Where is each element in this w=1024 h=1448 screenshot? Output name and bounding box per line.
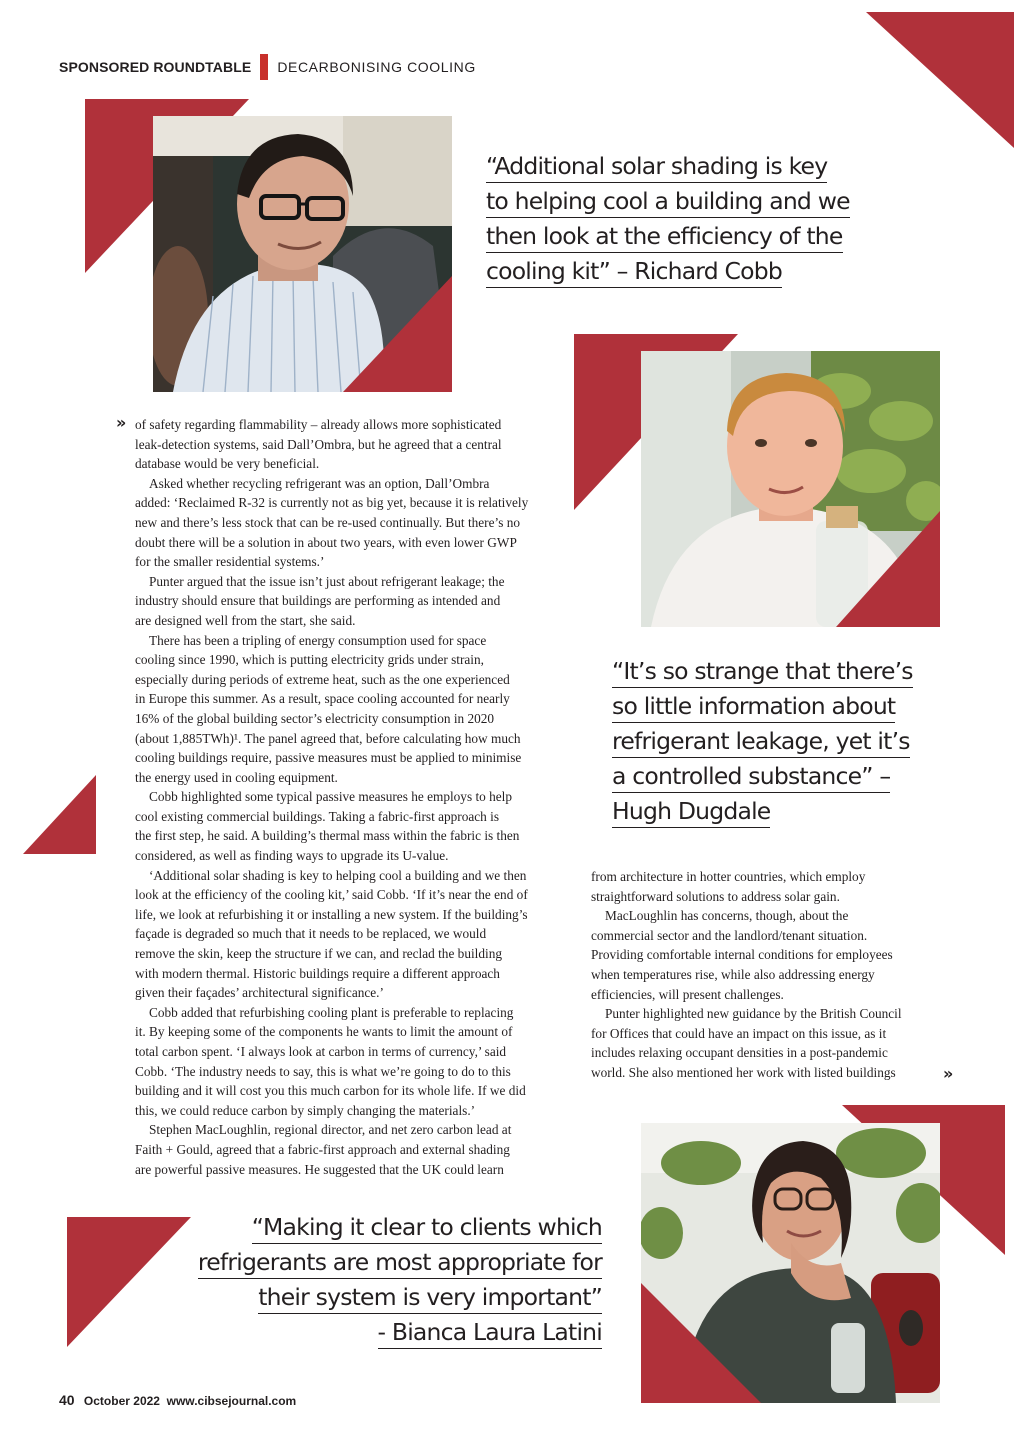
page-footer	[59, 1392, 296, 1408]
pull-quote-richard-cobb	[486, 149, 850, 289]
text-line: Cobb. ‘The industry needs to say, this is what we’re going to do to this	[135, 1063, 511, 1079]
quote-line: Hugh Dugdale	[612, 795, 770, 828]
body-paragraph	[591, 867, 951, 906]
text-line: cool existing commercial buildings. Taking a fabric-first approach is	[135, 808, 500, 824]
running-header	[59, 56, 476, 78]
quote-line: so little information about	[612, 690, 895, 723]
text-line: Asked whether recycling refrigerant was an option, Dall’Ombra	[149, 475, 490, 491]
text-line: There has been a tripling of energy consumption used for space	[149, 632, 487, 648]
body-column-right	[591, 867, 954, 1083]
text-line: building and it will cost you this much carbon for its whole life. If we did	[135, 1083, 526, 1099]
text-line: look at the efficiency of the cooling kit,’ said Cobb. ‘If it’s near the end of	[135, 887, 528, 903]
continued-from-icon: »	[116, 413, 127, 432]
quote-line: “Making it clear to clients which	[252, 1211, 602, 1244]
quote-line: “It’s so strange that there’s	[612, 655, 913, 688]
photo-bianca-laura-latini	[641, 1123, 940, 1403]
quote-line: to helping cool a building and we	[486, 185, 850, 218]
text-line: Providing comfortable internal conditions for employees	[591, 947, 893, 963]
photo-richard-cobb	[153, 116, 452, 392]
page-number: 40	[59, 1392, 75, 1408]
text-line: the first step, he said. A building’s thermal mass within the fabric is then	[135, 828, 520, 844]
text-line: MacLoughlin has concerns, though, about the	[605, 908, 849, 924]
text-line: ‘Additional solar shading is key to helping cool a building and we then	[149, 867, 527, 883]
text-line: straightforward solutions to address solar gain.	[591, 888, 840, 904]
quote-line: cooling kit” – Richard Cobb	[486, 255, 782, 288]
pull-quote-bianca-laura-latini	[198, 1210, 602, 1350]
text-line: with modern thermal. Historic buildings require a different approach	[135, 965, 500, 981]
text-line: considered, as well as finding ways to upgrade its U-value.	[135, 848, 449, 864]
section-label: SPONSORED ROUNDTABLE	[59, 59, 252, 75]
text-line: includes relaxing occupant densities in a post-pandemic	[591, 1045, 888, 1061]
corner-triangle-top-right	[866, 12, 1014, 148]
text-line: world. She also mentioned her work with listed buildings	[591, 1064, 896, 1080]
text-line: Cobb highlighted some typical passive measures he employs to help	[149, 789, 513, 805]
triangle-latini-quote-left	[67, 1217, 191, 1347]
text-line: Faith + Gould, agreed that a fabric-first approach and external shading	[135, 1141, 510, 1157]
body-column-left	[135, 415, 575, 1179]
text-line: cooling since 1990, which is putting electricity grids under strain,	[135, 652, 484, 668]
body-paragraph	[135, 572, 575, 631]
text-line: life, we look at refurbishing it or installing a new system. If the building’s	[135, 906, 528, 922]
text-line: for Offices that could have an impact on this issue, as it	[591, 1025, 887, 1041]
quote-line: their system is very important”	[258, 1281, 602, 1314]
body-paragraph	[135, 1003, 575, 1121]
quote-line: a controlled substance” –	[612, 760, 890, 793]
text-line: from architecture in hotter countries, which employ	[591, 869, 866, 884]
text-line: in Europe this summer. As a result, space cooling accounted for nearly	[135, 691, 510, 707]
text-line: given their façades’ architectural significance.’	[135, 985, 384, 1001]
text-line: especially during periods of extreme heat, such as the one experienced	[135, 671, 510, 687]
text-line: the energy used in cooling equipment.	[135, 769, 338, 785]
text-line: cooling buildings require, passive measures must be applied to minimise	[135, 750, 522, 766]
left-edge-triangle	[23, 775, 96, 854]
text-line: (about 1,885TWh)¹. The panel agreed that, before calculating how much	[135, 730, 521, 746]
text-line: façade is degraded so much that it needs to be replaced, we would	[135, 926, 487, 942]
text-line: industry should ensure that buildings are performing as intended and	[135, 593, 501, 609]
text-line: Punter highlighted new guidance by the British Council	[605, 1006, 902, 1022]
body-paragraph	[135, 415, 575, 474]
quote-line: then look at the efficiency of the	[486, 220, 843, 253]
text-line: Punter argued that the issue isn’t just about refrigerant leakage; the	[149, 573, 505, 589]
text-line: new and there’s less stock that can be re-used continually. But there’s no	[135, 514, 521, 530]
body-paragraph	[135, 787, 575, 865]
pull-quote-hugh-dugdale	[612, 654, 913, 829]
website-url: www.cibsejournal.com	[166, 1394, 297, 1408]
text-line: remove the skin, keep the structure if we can, and reclad the building	[135, 946, 503, 962]
text-line: are powerful passive measures. He suggested that the UK could learn	[135, 1161, 504, 1177]
quote-line: refrigerant leakage, yet it’s	[612, 725, 910, 758]
text-line: 16% of the global building sector’s electricity consumption in 2020	[135, 710, 495, 726]
text-line: it. By keeping some of the components he wants to limit the amount of	[135, 1024, 513, 1040]
text-line: Stephen MacLoughlin, regional director, and net zero carbon lead at	[149, 1122, 512, 1138]
text-line: are designed well from the start, she said.	[135, 612, 356, 628]
text-line: database would be very beneficial.	[135, 456, 320, 472]
text-line: doubt there will be a solution in about two years, with even lower GWP	[135, 534, 517, 550]
quote-line: refrigerants are most appropriate for	[198, 1246, 602, 1279]
continued-on-icon: »	[943, 1064, 954, 1083]
body-paragraph	[135, 1120, 575, 1179]
text-line: efficiencies, will present challenges.	[591, 986, 784, 1002]
photo-hugh-dugdale	[641, 351, 940, 627]
text-line: added: ‘Reclaimed R-32 is currently not as big yet, because it is relatively	[135, 495, 529, 511]
text-line: total carbon spent. ‘I always look at carbon in terms of currency,’ said	[135, 1044, 507, 1059]
body-paragraph	[135, 631, 575, 788]
text-line: leak-detection systems, said Dall’Ombra, but he agreed that a central	[135, 436, 502, 452]
quote-line: - Bianca Laura Latini	[378, 1316, 602, 1349]
body-paragraph	[591, 906, 951, 1004]
body-paragraph	[591, 1004, 954, 1083]
quote-line: “Additional solar shading is key	[486, 150, 827, 183]
text-line: for the smaller residential systems.’	[135, 554, 325, 570]
text-line: this, we could reduce carbon by simply changing the materials.’	[135, 1102, 476, 1118]
topic-label: DECARBONISING COOLING	[277, 59, 476, 75]
body-paragraph	[135, 474, 575, 572]
body-paragraph	[135, 866, 575, 1003]
text-line: Cobb added that refurbishing cooling plant is preferable to replacing	[149, 1004, 514, 1020]
text-line: commercial sector and the landlord/tenant situation.	[591, 927, 868, 943]
text-line: of safety regarding flammability – already allows more sophisticated	[135, 417, 502, 432]
issue-date: October 2022	[83, 1394, 160, 1408]
text-line: when temperatures rise, while also addressing energy	[591, 966, 875, 982]
header-divider	[260, 54, 268, 80]
